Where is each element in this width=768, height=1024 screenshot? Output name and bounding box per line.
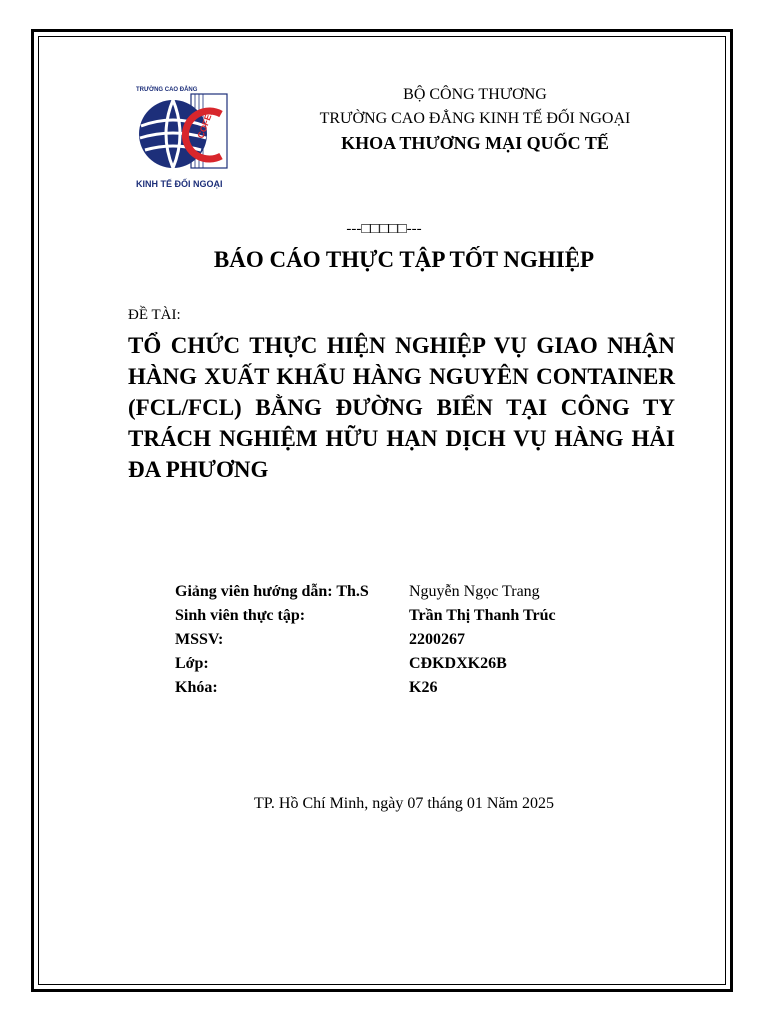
topic-title: TỔ CHỨC THỰC HIỆN NGHIỆP VỤ GIAO NHẬN HÀNG XUẤT KHẨU HÀNG NGUYÊN CONTAINER (FCL/FCL) BẰNG ĐƯỜNG BIỂN TẠI CÔNG TY TRÁCH NGHIỆM HỮU HẠN DỊCH VỤ HÀNG HẢI ĐA PHƯƠNG — [128, 333, 675, 482]
info-row-class — [175, 655, 595, 679]
logo-top-text: TRƯỜNG CAO ĐẲNG — [136, 87, 198, 93]
student-info — [175, 583, 595, 703]
cohort-label: Khóa: — [175, 679, 218, 696]
info-row-id — [175, 631, 595, 655]
faculty-name: KHOA THƯƠNG MẠI QUỐC TẾ — [341, 133, 609, 153]
class-value: CĐKDXK26B — [409, 655, 507, 672]
topic-label: ĐỀ TÀI: — [128, 307, 181, 323]
logo-bottom-text: KINH TẾ ĐỐI NGOẠI — [136, 179, 223, 189]
cohort-value: K26 — [409, 679, 438, 696]
info-row-student — [175, 607, 595, 631]
report-title: BÁO CÁO THỰC TẬP TỐT NGHIỆP — [213, 247, 595, 272]
student-id-label: MSSV: — [175, 631, 224, 648]
school-logo — [133, 84, 233, 194]
logo-badge-text: COFER — [195, 106, 216, 140]
info-row-cohort — [175, 679, 595, 703]
advisor-value: Nguyễn Ngọc Trang — [409, 583, 540, 600]
student-label: Sinh viên thực tập: — [175, 607, 306, 624]
ministry-name: BỘ CÔNG THƯƠNG — [403, 86, 547, 103]
student-value: Trần Thị Thanh Trúc — [409, 607, 556, 624]
globe-book-logo-icon — [133, 84, 233, 179]
info-row-advisor — [175, 583, 595, 607]
date-line: TP. Hồ Chí Minh, ngày 07 tháng 01 Năm 2025 — [254, 795, 554, 812]
school-name: TRƯỜNG CAO ĐẲNG KINH TẾ ĐỐI NGOẠI — [319, 110, 631, 127]
advisor-label: Giảng viên hướng dẫn: Th.S — [175, 583, 369, 600]
student-id-value: 2200267 — [409, 631, 465, 648]
class-label: Lớp: — [175, 655, 209, 672]
ornament-divider: ---□□□□□--- — [346, 221, 422, 237]
